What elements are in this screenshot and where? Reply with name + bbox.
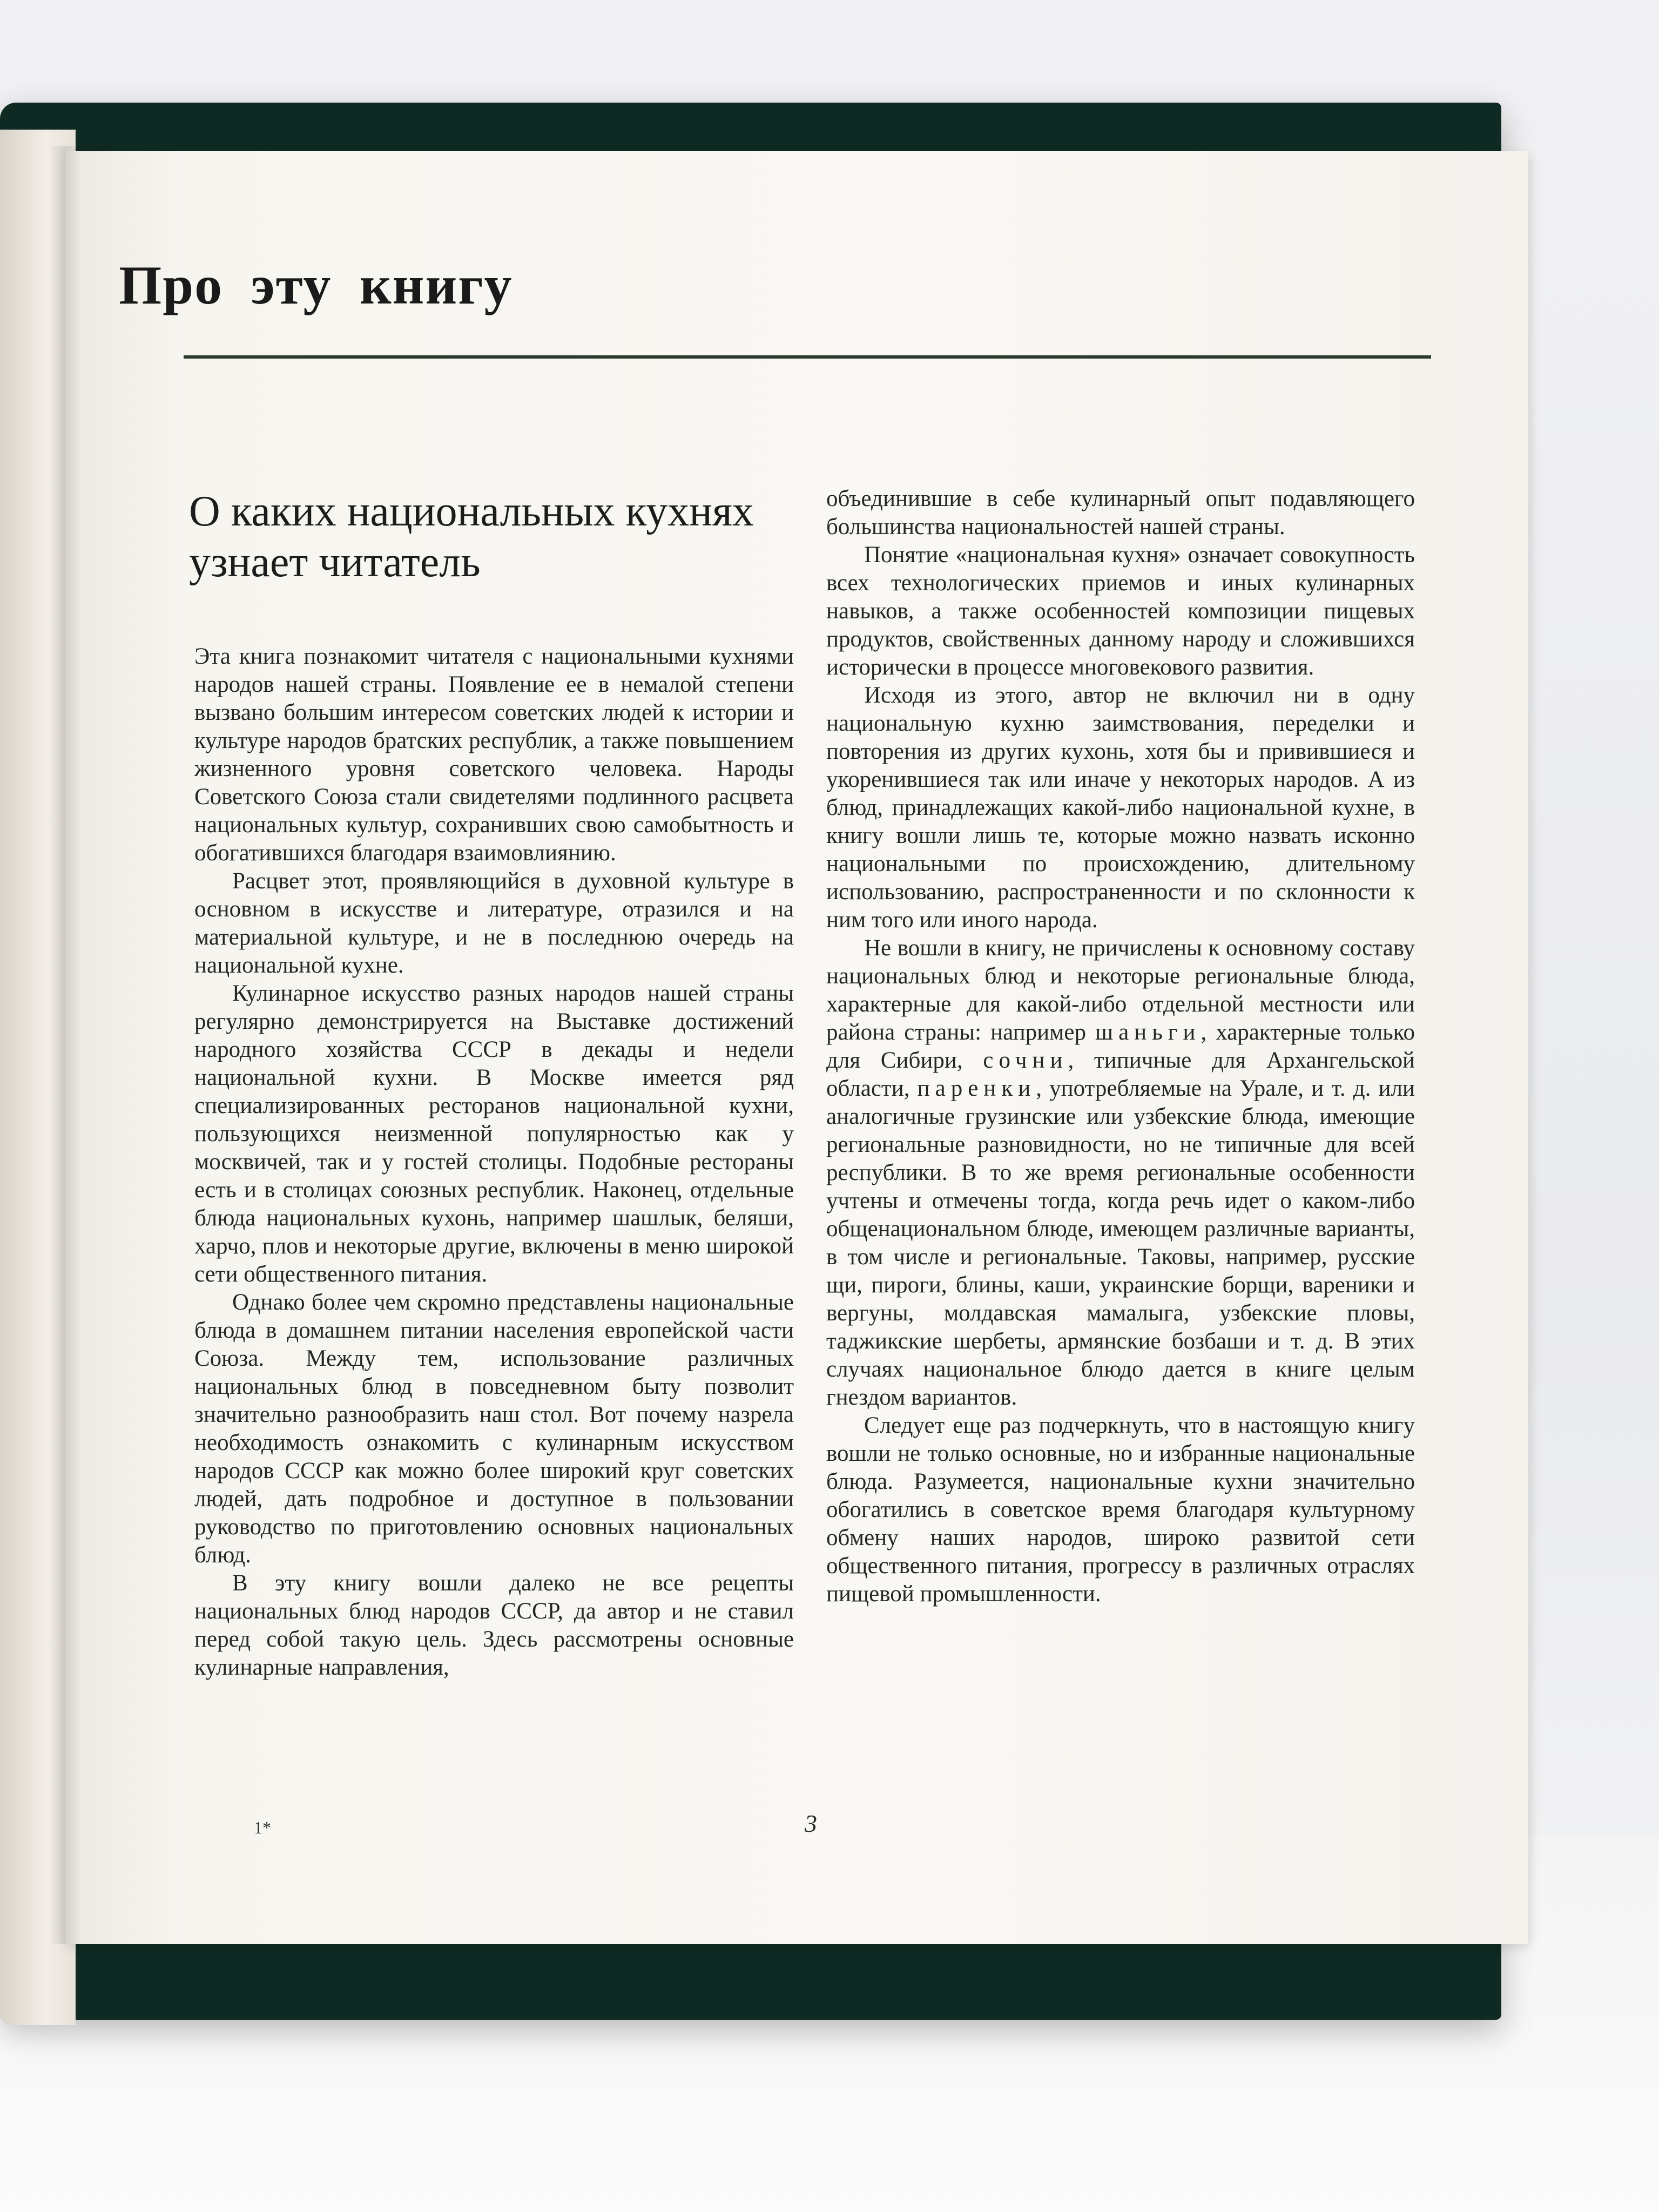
text-run: Не вошли в книгу, не причислены к основному составу национальных блюд и некоторые региональные блюда, характерные для какой-либо отдельной местности или района страны: например xyxy=(826,935,1415,1045)
spaced-word: паренки xyxy=(917,1076,1036,1101)
signature-mark: 1* xyxy=(254,1818,271,1837)
paragraph: Кулинарное искусство разных народов нашей страны регулярно демонстрируется на Выставке достижений народного хозяйства СССР в декады и недели национальной кухни. В Москве имеется ряд специализированных ресторанов национальной кухни, пользующихся неизменной популярностью как у москвичей, так и у гостей столицы. Подобные рестораны есть и в столицах союзных республик. Наконец, отдельные блюда национальных кухонь, например шашлык, беляши, харчо, плов и некоторые другие, включены в меню широкой сети общественного питания. xyxy=(194,981,794,1287)
section-title: О каких национальных кухнях узнает читатель xyxy=(189,488,754,586)
paragraph: Понятие «национальная кухня» означает совокупность всех технологических приемов и иных кулинарных навыков, а также особенностей композиции пищевых продуктов, свойственных данному народу и сложившихся исторически в процессе многовекового развития. xyxy=(826,542,1415,680)
paragraph: Расцвет этот, проявляющийся в духовной культуре в основном в искусстве и литературе, отразился и на материальной культуре, и не в последнюю очередь на национальной кухне. xyxy=(194,868,794,978)
text-run: , употребляемые на Урале, и т. д. или аналогичные грузинские или узбекские блюда, имеющие региональные разновидности, но не типичные для всей республики. В то же время региональные особенности учтены и отмечены тогда, когда речь идет о каком-либо общенациональном блюде, имеющем различные варианты, в том числе и региональные. Таковы, например, русские щи, пироги, блины, каши, украинские борщи, вареники и вергуны, молдавская мамалыга, узбекские пловы, таджикские шербеты, армянские бозбаши и т. д. В этих случаях национальное блюдо дается в книге целым гнездом вариантов. xyxy=(826,1076,1415,1410)
chapter-title: Про эту книгу xyxy=(119,255,513,316)
paragraph: Однако более чем скромно представлены национальные блюда в домашнем питании населения европейской части Союза. Между тем, использование различных национальных блюд в повседневном быту позволит значительно разнообразить наш стол. Вот почему назрела необходимость ознакомить с кулинарным искусством народов СССР как можно более широкий круг советских людей, дать подробное и доступное в пользовании руководство по приготовлению основных национальных блюд. xyxy=(194,1290,794,1568)
page-number: 3 xyxy=(805,1810,817,1837)
right-text-column xyxy=(826,485,1415,1608)
spaced-word: сочни xyxy=(983,1048,1068,1073)
paragraph: объединившие в себе кулинарный опыт подавляющего большинства национальностей нашей страны. xyxy=(826,486,1415,539)
text-run: , типичные для Архангельской области, xyxy=(826,1048,1415,1101)
paragraph: Следует еще раз подчеркнуть, что в настоящую книгу вошли не только основные, но и избранные национальные блюда. Разумеется, национальные кухни значительно обогатились в советское время благодаря культурному обмену наших народов, широко развитой сети общественного питания, прогрессу в различных отраслях пищевой промышленности. xyxy=(826,1413,1415,1607)
title-rule xyxy=(184,355,1431,359)
left-text-column xyxy=(194,643,794,1682)
spaced-word: шаньги xyxy=(1095,1020,1201,1045)
paragraph xyxy=(826,934,1415,1412)
paragraph: В эту книгу вошли далеко не все рецепты национальных блюд народов СССР, да автор и не ставил перед собой такую цель. Здесь рассмотрены основные кулинарные направления, xyxy=(194,1570,794,1680)
page-gutter-shadow xyxy=(49,146,81,1944)
paragraph: Эта книга познакомит читателя с национальными кухнями народов нашей страны. Появление ее в немалой степени вызвано большим интересом советских людей к истории и культуре народов братских республик, а также повышением жизненного уровня советского человека. Народы Советского Союза стали свидетелями подлинного расцвета национальных культур, сохранивших свою самобытность и обогатившихся благодаря взаимовлиянию. xyxy=(194,644,794,866)
text-run: , характерные только для Сибири, xyxy=(826,1020,1415,1073)
paragraph: Исходя из этого, автор не включил ни в одну национальную кухню заимствования, переделки и повторения из других кухонь, хотя бы и привившиеся и укоренившиеся так или иначе у некоторых народов. А из блюд, принадлежащих какой-либо национальной кухне, в книгу вошли лишь те, которые можно назвать исконно национальными по происхождению, длительному использованию, распространенности и по склонности к ним того или иного народа. xyxy=(826,683,1415,933)
